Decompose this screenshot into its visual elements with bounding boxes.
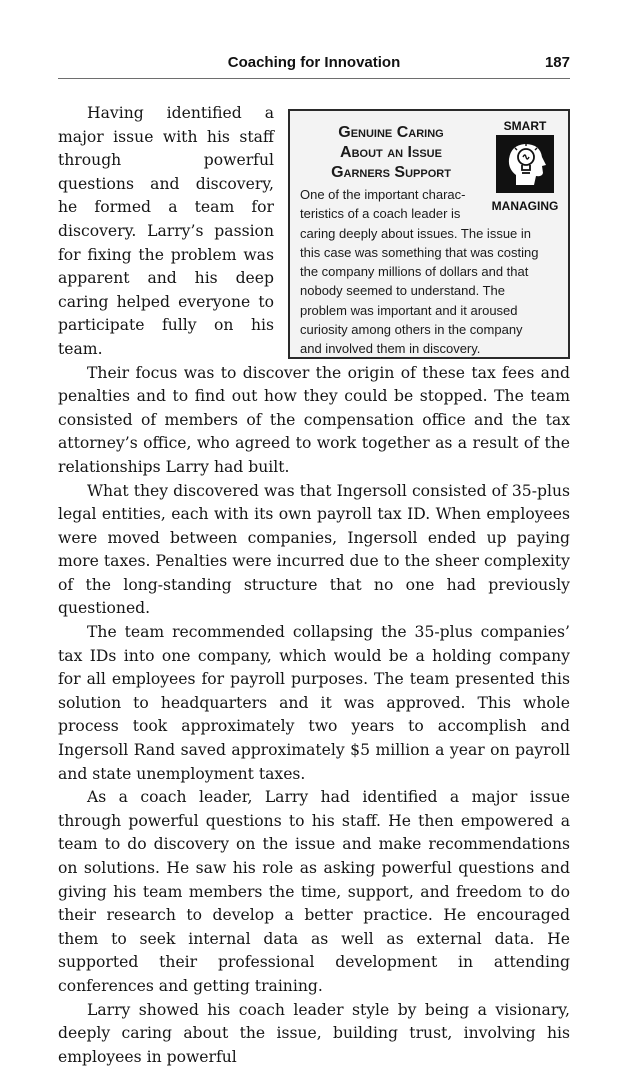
body-text	[58, 102, 570, 1069]
sidebar-line: this case was something that was costing	[300, 244, 539, 260]
sidebar-line: caring deeply about issues. The issue in	[300, 225, 532, 241]
paragraph: The team recommended collapsing the 35-plus companies’ tax IDs into one company, which would be a holding company for all employees for payroll purposes. The team presented this solution to headquarters and it was approved. This whole process took approximately two years to accomplish and Ingersoll Rand saved approximately $5 million a year on payroll and state unemployment taxes.	[58, 623, 570, 783]
sidebar-title-line: Garners Support	[331, 164, 451, 181]
sidebar-line: nobody seemed to understand. The	[300, 283, 506, 299]
managing-label: MANAGING	[491, 199, 559, 213]
sidebar-line: curiosity among others in the company	[300, 322, 523, 338]
chapter-title: Coaching for Innovation	[227, 54, 401, 71]
running-header	[58, 52, 570, 79]
sidebar-line: problem was important and it aroused	[300, 302, 518, 318]
sidebar-body	[300, 185, 562, 359]
sidebar-title	[302, 123, 480, 183]
paragraph: Their focus was to discover the origin of these tax fees and penalties and to find out how they could be stopped. The team consisted of members of the compensation office and the tax attorney’s office, who agreed to work together as a result of the relationships Larry had built.	[58, 363, 570, 476]
sidebar-line: One of the important charac-	[300, 187, 466, 202]
page-number: 187	[544, 54, 570, 71]
sidebar-line: teristics of a coach leader is	[300, 206, 461, 222]
smart-managing-sidebar	[288, 109, 570, 359]
sidebar-line: the company millions of dollars and that	[300, 264, 529, 280]
paragraph: Having identified a major issue with his staff through powerful questions and discovery, he formed a team for discovery. Larry’s passion for fixing the problem was apparent and his deep caring helped everyone to participate fully on his team.	[58, 104, 274, 358]
sidebar-title-line: Genuine Caring	[338, 124, 444, 141]
paragraph: Larry showed his coach leader style by being a visionary, deeply caring about the issue, building trust, involving his employees in powerful	[58, 1000, 570, 1066]
smart-label: SMART	[503, 119, 547, 133]
paragraph: What they discovered was that Ingersoll consisted of 35-plus legal entities, each with its own payroll tax ID. When employees were moved between companies, Ingersoll ended up paying more taxes. Penalties were incurred due to the sheer complexity of the long-standing structure that no one had previously questioned.	[58, 481, 570, 618]
paragraph: As a coach leader, Larry had identified a major issue through powerful questions to his staff. He then empowered a team to do discovery on the issue and make recommendations on solutions. He saw his role as asking powerful questions and giving his team members the time, support, and freedom to do their research to develop a better practice. He encouraged them to seek internal data as well as external data. He supported their professional development in attending conferences and getting training.	[58, 788, 570, 995]
sidebar-line: and involved them in discovery.	[300, 341, 481, 357]
sidebar-title-line: About an Issue	[340, 144, 442, 161]
